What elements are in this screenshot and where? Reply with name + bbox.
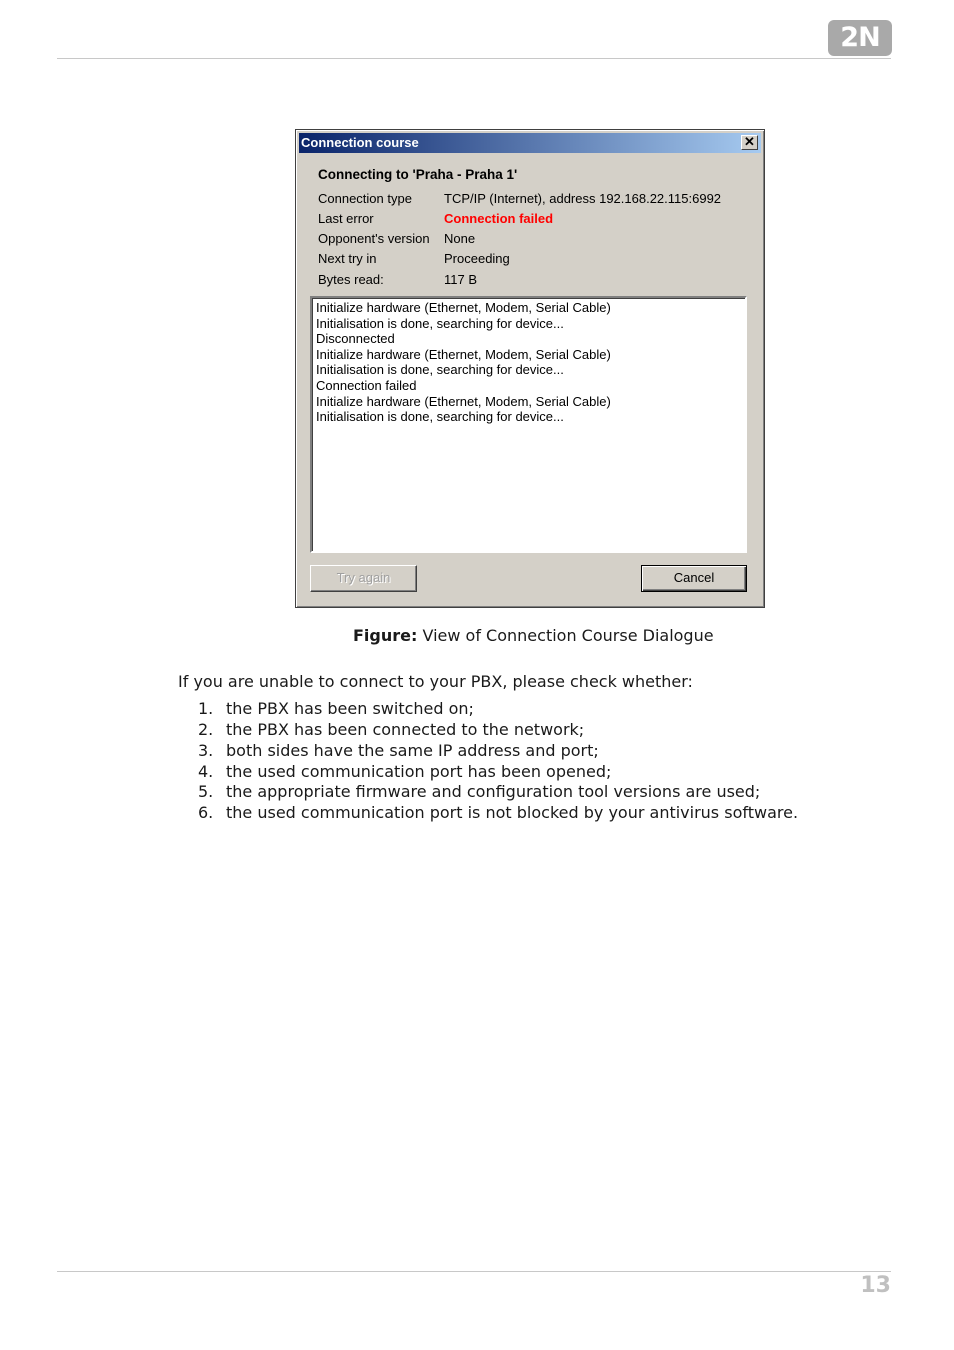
list-text: both sides have the same IP address and port; [226,741,599,760]
info-label: Opponent's version [318,231,430,246]
2n-logo: 2N [828,20,892,56]
info-value: Proceeding [444,251,510,266]
log-line: Connection failed [316,378,417,393]
figure-caption [353,626,714,645]
caption-label: Figure: [353,626,418,645]
list-text: the PBX has been connected to the network; [226,720,585,739]
log-line: Disconnected [316,331,395,347]
try-again-button[interactable]: Try again [310,565,417,592]
log-line: Initialisation is done, searching for device... [316,409,564,425]
log-line: Initialisation is done, searching for device... [316,315,564,331]
log-line: Initialize hardware (Ethernet, Modem, Serial Cable) [316,300,611,315]
connection-course-dialog [295,129,765,608]
info-row-last-error [318,211,748,229]
info-label: Bytes read: [318,272,384,287]
connection-log[interactable] [310,296,747,553]
close-icon[interactable]: ✕ [741,135,758,150]
info-row-bytes-read [318,272,748,290]
footer-divider [57,1271,891,1272]
info-row-connection-type [318,191,748,209]
dialog-titlebar [299,133,761,153]
list-number: 4. [198,762,214,781]
page-number: 13 [860,1273,891,1298]
intro-paragraph: If you are unable to connect to your PBX, please check whether: [178,672,693,691]
dialog-title: Connection course [301,135,419,150]
info-value: TCP/IP (Internet), address 192.168.22.115:6992 [444,191,722,206]
info-label: Connection type [318,191,412,206]
info-label: Next try in [318,251,377,266]
connecting-heading: Connecting to 'Praha - Praha 1' [318,167,518,182]
list-item [198,720,584,739]
caption-text: View of Connection Course Dialogue [417,626,714,645]
header-divider [57,58,891,59]
list-number: 6. [198,803,214,822]
cancel-button[interactable]: Cancel [641,565,747,592]
list-text: the appropriate firmware and configuration tool versions are used; [226,782,761,801]
list-item [198,699,474,718]
list-text: the PBX has been switched on; [226,699,474,718]
info-value: None [444,231,476,246]
log-line: Initialisation is done, searching for device... [316,362,564,378]
info-value: 117 B [444,272,478,287]
error-value: Connection failed [444,211,554,226]
list-number: 3. [198,741,214,760]
list-item [198,762,611,781]
list-text: the used communication port is not blocked by your antivirus software. [226,803,799,822]
list-item [198,741,599,760]
list-item [198,782,760,801]
info-row-next-try [318,251,748,269]
info-label: Last error [318,211,374,226]
list-text: the used communication port has been opened; [226,762,612,781]
list-number: 1. [198,699,214,718]
log-line: Initialize hardware (Ethernet, Modem, Serial Cable) [316,346,611,362]
list-number: 2. [198,720,214,739]
info-row-opponent-version [318,231,748,249]
list-number: 5. [198,782,214,801]
list-item [198,803,798,822]
log-line: Initialize hardware (Ethernet, Modem, Serial Cable) [316,393,611,409]
